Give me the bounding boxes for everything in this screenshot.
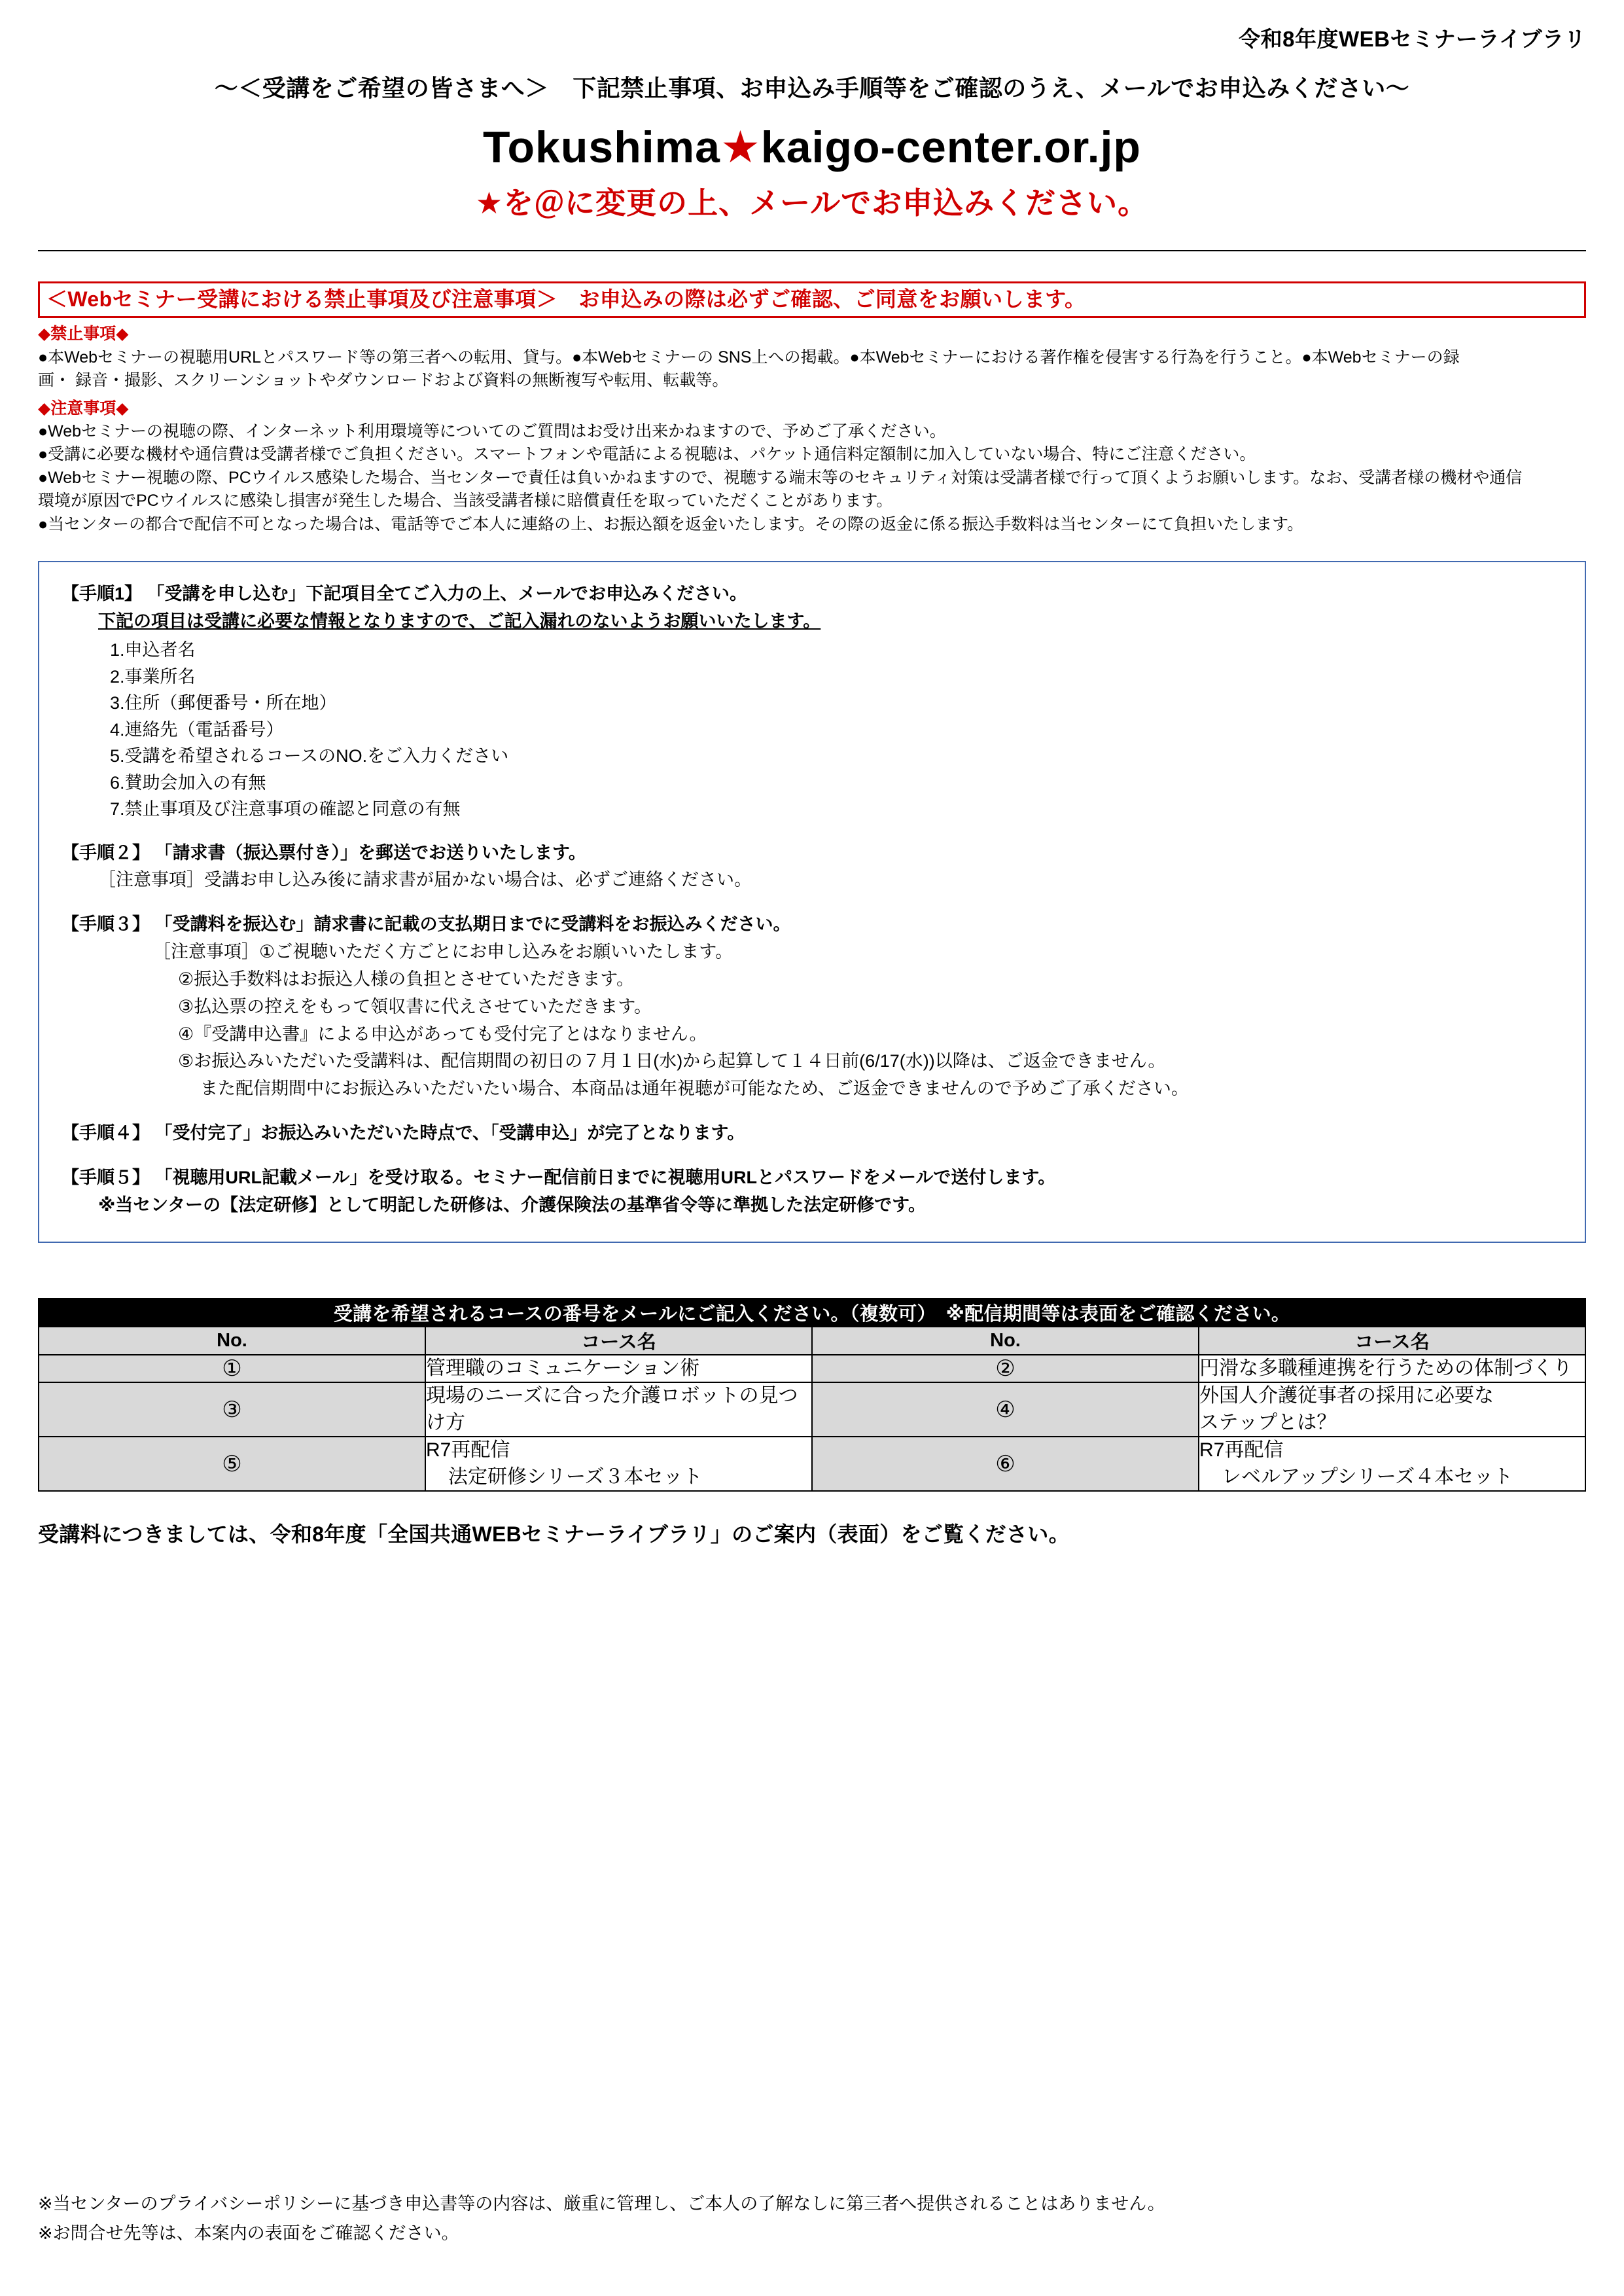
col-header-name-left: コース名 <box>425 1327 812 1355</box>
step-3-note-last: また配信期間中にお振込みいただいたい場合、本商品は通年視聴が可能なため、ご返金できませんので予めご了承ください。 <box>200 1079 1189 1099</box>
list-item: 3.住所（郵便番号・所在地） <box>110 693 337 713</box>
step-4-label: 【手順４】 <box>62 1123 150 1143</box>
course-name: 管理職のコミュニケーション術 <box>425 1355 812 1383</box>
star-symbol: ★ <box>720 122 761 172</box>
course-number: ⑤ <box>39 1437 425 1491</box>
step-5-head <box>62 1164 1562 1192</box>
course-name: 円滑な多職種連携を行うための体制づくり <box>1199 1355 1585 1383</box>
procedure-box <box>38 561 1586 1242</box>
prohibition-line: 画・ 録音・撮影、スクリーンショットやダウンロードおよび資料の無断複写や転用、転載等。 <box>38 371 729 390</box>
step-3-note: ④『受講申込書』による申込があっても受付完了とはなりません。 <box>178 1024 707 1044</box>
course-table <box>38 1298 1586 1492</box>
course-name-line1: R7再配信 <box>426 1439 510 1462</box>
course-number: ③ <box>39 1382 425 1437</box>
caution-line: ●当センターの都合で配信不可となった場合は、電話等でご本人に連絡の上、お振込額を返金いたします。その際の返金に係る振込手数料は当センターにて負担いたします。 <box>38 514 1304 533</box>
lead-text: 〜＜受講をご希望の皆さまへ＞ 下記禁止事項、お申込み手順等をご確認のうえ、メールでお申込みください〜 <box>214 75 1410 101</box>
course-table-banner: 受講を希望されるコースの番号をメールにご記入ください。（複数可） ※配信期間等は表面をご確認ください。 <box>39 1299 1585 1327</box>
prohibition-banner: ＜Webセミナー受講における禁止事項及び注意事項＞ お申込みの際は必ずご確認、ご同意をお願いします。 <box>38 281 1586 318</box>
step-2 <box>62 840 1562 895</box>
course-table-section <box>38 1298 1586 1492</box>
col-header-no-left: No. <box>39 1327 425 1355</box>
step-1-subtitle: 下記の項目は受講に必要な情報となりますので、ご記入漏れのないようお願いいたします。 <box>98 611 821 632</box>
step-5 <box>62 1164 1562 1219</box>
email-suffix: kaigo-center.or.jp <box>760 122 1141 172</box>
course-name-line2: ステップとは？ <box>1199 1411 1337 1433</box>
table-row <box>39 1382 1585 1437</box>
step-1 <box>62 581 1562 822</box>
table-row <box>39 1437 1585 1491</box>
step-5-title: 「視聴用URL記載メール」を受け取る。セミナー配信前日までに視聴用URLとパスワードをメールで送付します。 <box>154 1168 1056 1187</box>
caution-line: ●Webセミナーの視聴の際、インターネット利用環境等についてのご質問はお受け出来かねますので、予めご了承ください。 <box>38 422 946 440</box>
step-1-title: 「受講を申し込む」下記項目全てご入力の上、メールでお申込みください。 <box>147 584 748 604</box>
step-4-title: 「受付完了」お振込みいただいた時点で、「受講申込」が完了となります。 <box>154 1123 745 1143</box>
caution-heading: ◆注意事項◆ <box>38 399 129 418</box>
step-4 <box>62 1120 1562 1147</box>
step-3-note: ②振込手数料はお振込人様の負担とさせていただきます。 <box>178 969 635 989</box>
step-3-head <box>62 911 1562 939</box>
course-name-line2: レベルアップシリーズ４本セット <box>1222 1465 1513 1488</box>
step-2-label: 【手順２】 <box>62 842 150 863</box>
caution-line: ●受講に必要な機材や通信費は受講者様でご負担ください。スマートフォンや電話による視聴は、パケット通信料定額制に加入していない場合、特にご注意ください。 <box>38 445 1256 464</box>
course-number: ④ <box>812 1382 1199 1437</box>
step-5-note: ※当センターの【法定研修】として明記した研修は、介護保険法の基準省令等に準拠した法定研修です。 <box>98 1194 927 1215</box>
course-name-multiline <box>425 1437 812 1491</box>
prohibition-line: ●本Webセミナーの視聴用URLとパスワード等の第三者への転用、貸与。●本Webセミナーの SNS上への掲載。●本Webセミナーにおける著作権を侵害する行為を行うこと。●本Webセミナーの録 <box>38 348 1460 367</box>
caution-line: ●Webセミナー視聴の際、PCウイルス感染した場合、当センターで責任は負いかねますので、視聴する端末等のセキュリティ対策は受講者様で行って頂くようお願いします。なお、受講者様の機材や通信 <box>38 468 1523 487</box>
step-2-title: 「請求書（振込票付き）」を郵送でお送りいたします。 <box>154 842 586 863</box>
course-number: ① <box>39 1355 425 1383</box>
list-item: 2.事業所名 <box>110 666 196 687</box>
step-2-head <box>62 840 1562 867</box>
fee-notice: 受講料につきましては、令和8年度「全国共通WEBセミナーライブラリ」のご案内（表面）をご覧ください。 <box>38 1522 1070 1547</box>
course-name: 現場のニーズに合った介護ロボットの見つけ方 <box>425 1382 812 1437</box>
course-name-line1: 外国人介護従事者の採用に必要な <box>1199 1385 1494 1407</box>
step-3-note: ⑤お振込みいただいた受講料は、配信期間の初日の７月１日(水)から起算して１４日前(6/17(水))以降は、ご返金できません。 <box>178 1051 1166 1071</box>
list-item: 7.禁止事項及び注意事項の確認と同意の有無 <box>110 799 461 819</box>
footer-note-contact: ※お問合せ先等は、本案内の表面をご確認ください。 <box>38 2223 459 2243</box>
caution-line: 環境が原因でPCウイルスに感染し損害が発生した場合、当該受講者様に賠償責任を取っていただくことがあります。 <box>38 492 893 511</box>
step-1-label: 【手順1】 <box>62 584 143 604</box>
course-table-banner-row <box>39 1299 1585 1327</box>
step-4-head <box>62 1120 1562 1147</box>
list-item: 6.賛助会加入の有無 <box>110 772 266 793</box>
course-number: ⑥ <box>812 1437 1199 1491</box>
document-subtitle: 令和8年度WEBセミナーライブラリ <box>1239 27 1586 51</box>
prohibition-body <box>38 346 1586 393</box>
course-name-multiline <box>1199 1437 1585 1491</box>
col-header-name-right: コース名 <box>1199 1327 1585 1355</box>
course-number: ② <box>812 1355 1199 1383</box>
footer-note-privacy: ※当センターのプライバシーポリシーに基づき申込書等の内容は、厳重に管理し、ご本人の了解なしに第三者へ提供されることはありません。 <box>38 2194 1165 2214</box>
step-1-items <box>110 637 1562 823</box>
course-name-line2: 法定研修シリーズ３本セット <box>448 1465 703 1488</box>
step-3-note: ③払込票の控えをもって領収書に代えさせていただきます。 <box>178 996 652 1016</box>
course-table-header-row <box>39 1327 1585 1355</box>
course-name-multiline <box>1199 1382 1585 1437</box>
divider <box>38 250 1586 251</box>
step-3-note-head: ［注意事項］①ご視聴いただく方ごとにお申し込みをお願いいたします。 <box>153 942 733 962</box>
caution-body <box>38 420 1586 537</box>
course-name-line1: R7再配信 <box>1199 1439 1284 1462</box>
step-5-label: 【手順５】 <box>62 1168 150 1187</box>
step-3-label: 【手順３】 <box>62 914 150 935</box>
email-instruction: ★を＠に変更の上、メールでお申込みください。 <box>475 186 1149 221</box>
email-address <box>38 122 1586 173</box>
prohibition-heading: ◆禁止事項◆ <box>38 325 129 344</box>
table-row <box>39 1355 1585 1383</box>
footer-notes <box>38 2191 1586 2249</box>
step-2-note: ［注意事項］受講お申し込み後に請求書が届かない場合は、必ずご連絡ください。 <box>98 870 752 890</box>
step-3 <box>62 911 1562 1103</box>
list-item: 4.連絡先（電話番号） <box>110 719 284 740</box>
list-item: 5.受講を希望されるコースのNO.をご入力ください <box>110 746 509 766</box>
email-prefix: Tokushima <box>483 122 720 172</box>
list-item: 1.申込者名 <box>110 640 196 660</box>
step-3-title: 「受講料を振込む」請求書に記載の支払期日までに受講料をお振込みください。 <box>154 914 791 935</box>
step-1-head <box>62 581 1562 608</box>
col-header-no-right: No. <box>812 1327 1199 1355</box>
